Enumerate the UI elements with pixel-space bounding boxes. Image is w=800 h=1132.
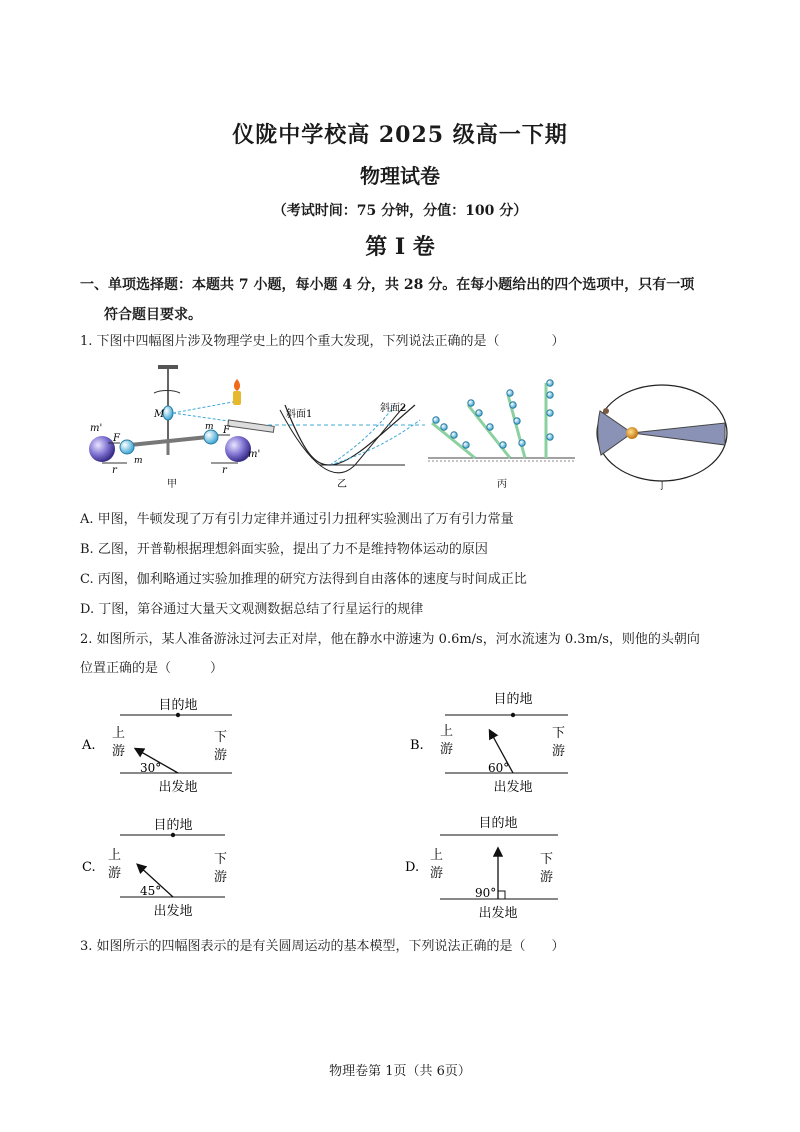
- svg-text:目的地: 目的地: [158, 698, 198, 713]
- q2-option-a-angle: 30°: [140, 761, 162, 775]
- figure-kepler-orbit: [597, 385, 727, 492]
- q2-option-c-diagram: [82, 817, 227, 919]
- svg-text:下: 下: [214, 730, 228, 745]
- scale-ruler: [228, 420, 274, 432]
- svg-text:游: 游: [430, 866, 444, 881]
- svg-text:游: 游: [214, 870, 228, 885]
- figure-galileo-inclines: [428, 380, 575, 490]
- q2-option-b-diagram: [410, 691, 568, 795]
- svg-text:游: 游: [112, 744, 126, 759]
- q2-option-a-diagram: [81, 697, 232, 795]
- planet-icon: [603, 408, 609, 414]
- page-footer: 物理卷第 1页（共 6页）: [329, 1064, 471, 1079]
- svg-text:游: 游: [108, 866, 122, 881]
- exam-title: 仪陇中学校高 2025 级高一下期: [232, 122, 568, 148]
- q2-option-a-letter: A.: [82, 738, 96, 753]
- small-ball-right: [204, 430, 218, 444]
- svg-text:出发地: 出发地: [158, 780, 198, 795]
- light-beam-1: [173, 401, 238, 413]
- q2-option-c-angle: 45°: [140, 884, 162, 898]
- lamp: [233, 391, 241, 405]
- label-m-left: m: [134, 456, 143, 466]
- mirror: [163, 406, 173, 420]
- question-1-option-b: B. 乙图，开普勒根据理想斜面实验，提出了力不是维持物体运动的原因: [80, 542, 488, 557]
- q2-option-d-diagram: [405, 815, 558, 921]
- area-sector-right: [632, 423, 725, 445]
- question-1-option-c: C. 丙图，伽利略通过实验加推理的研究方法得到自由落体的速度与时间成正比: [80, 572, 527, 587]
- label-m-prime-right: m': [248, 449, 261, 460]
- label-r-right: r: [222, 465, 227, 476]
- svg-text:出发地: 出发地: [153, 904, 193, 919]
- svg-text:上: 上: [108, 848, 122, 863]
- svg-text:游: 游: [552, 744, 566, 759]
- svg-text:上: 上: [430, 848, 444, 863]
- label-incline-1: 斜面1: [286, 409, 313, 420]
- question-2-stem-line1: 2. 如图所示，某人准备游泳过河去正对岸，他在静水中游速为 0.6m/s，河水流速为 0.3m/s，则他的头朝向: [80, 632, 700, 647]
- exam-info: （考试时间：75 分钟，分值：100 分）: [272, 203, 528, 219]
- question-1-stem: 1. 下图中四幅图片涉及物理学史上的四个重大发现，下列说法正确的是（ ）: [80, 334, 565, 349]
- figure-label-yi: 乙: [337, 479, 347, 490]
- q2-option-b-letter: B.: [410, 738, 424, 753]
- destination-point: [176, 713, 180, 717]
- svg-text:游: 游: [440, 742, 454, 757]
- label-F-left: F: [113, 433, 120, 444]
- figure-label-jia: 甲: [167, 479, 177, 490]
- question-3-stem: 3. 如图所示的四幅图表示的是有关圆周运动的基本模型，下列说法正确的是（ ）: [80, 939, 565, 954]
- svg-text:下: 下: [552, 726, 566, 741]
- svg-text:上: 上: [440, 724, 454, 739]
- question-2-diagrams: [80, 685, 740, 925]
- svg-text:游: 游: [214, 748, 228, 763]
- question-1-option-d: D. 丁图，第谷通过大量天文观测数据总结了行星运行的规律: [80, 602, 424, 617]
- small-ball-left: [120, 440, 134, 454]
- sun-icon: [626, 427, 638, 439]
- section-heading: [80, 270, 740, 330]
- big-ball-left: [89, 436, 115, 462]
- figure-label-ding: 丁: [657, 481, 667, 492]
- q2-option-b-angle: 60°: [488, 761, 510, 775]
- svg-text:出发地: 出发地: [478, 906, 518, 921]
- figure-inclined-planes: [268, 401, 425, 490]
- right-angle-mark: [498, 891, 505, 899]
- svg-text:目的地: 目的地: [153, 818, 193, 833]
- svg-text:游: 游: [540, 870, 554, 885]
- figure-torsion-balance: [89, 365, 274, 490]
- rotation-arrow-icon: [154, 390, 180, 393]
- section-heading-line2: 符合题目要求。: [104, 307, 202, 323]
- question-1-figures: [80, 365, 740, 495]
- question-2-stem-line2: 位置正确的是（ ）: [80, 661, 224, 676]
- label-m-right: m: [205, 422, 214, 432]
- flame-icon: [234, 379, 240, 391]
- label-M: M: [154, 409, 165, 420]
- svg-text:下: 下: [214, 852, 228, 867]
- q2-option-d-angle: 90°: [475, 886, 497, 900]
- question-1-option-a: A. 甲图，牛顿发现了万有引力定律并通过引力扭秤实验测出了万有引力常量: [80, 512, 514, 527]
- svg-text:目的地: 目的地: [493, 692, 533, 707]
- label-m-prime-left: m': [90, 423, 103, 434]
- q2-option-c-letter: C.: [82, 860, 96, 875]
- label-r-left: r: [112, 465, 117, 476]
- svg-text:上: 上: [112, 726, 126, 741]
- label-incline-2: 斜面2: [380, 403, 407, 414]
- section-heading-line1: 一、单项选择题：本题共 7 小题，每小题 4 分，共 28 分。在每小题给出的四个选项中，只有一项: [80, 277, 695, 293]
- svg-text:目的地: 目的地: [478, 816, 518, 831]
- label-F-right: F: [223, 425, 230, 436]
- volume-heading: 第 I 卷: [365, 234, 435, 260]
- svg-text:下: 下: [540, 852, 554, 867]
- ceiling-mount: [158, 365, 178, 369]
- exam-subtitle: 物理试卷: [360, 164, 440, 188]
- figure-label-bing: 丙: [497, 479, 507, 490]
- svg-text:出发地: 出发地: [493, 780, 533, 795]
- q2-option-d-letter: D.: [405, 860, 420, 875]
